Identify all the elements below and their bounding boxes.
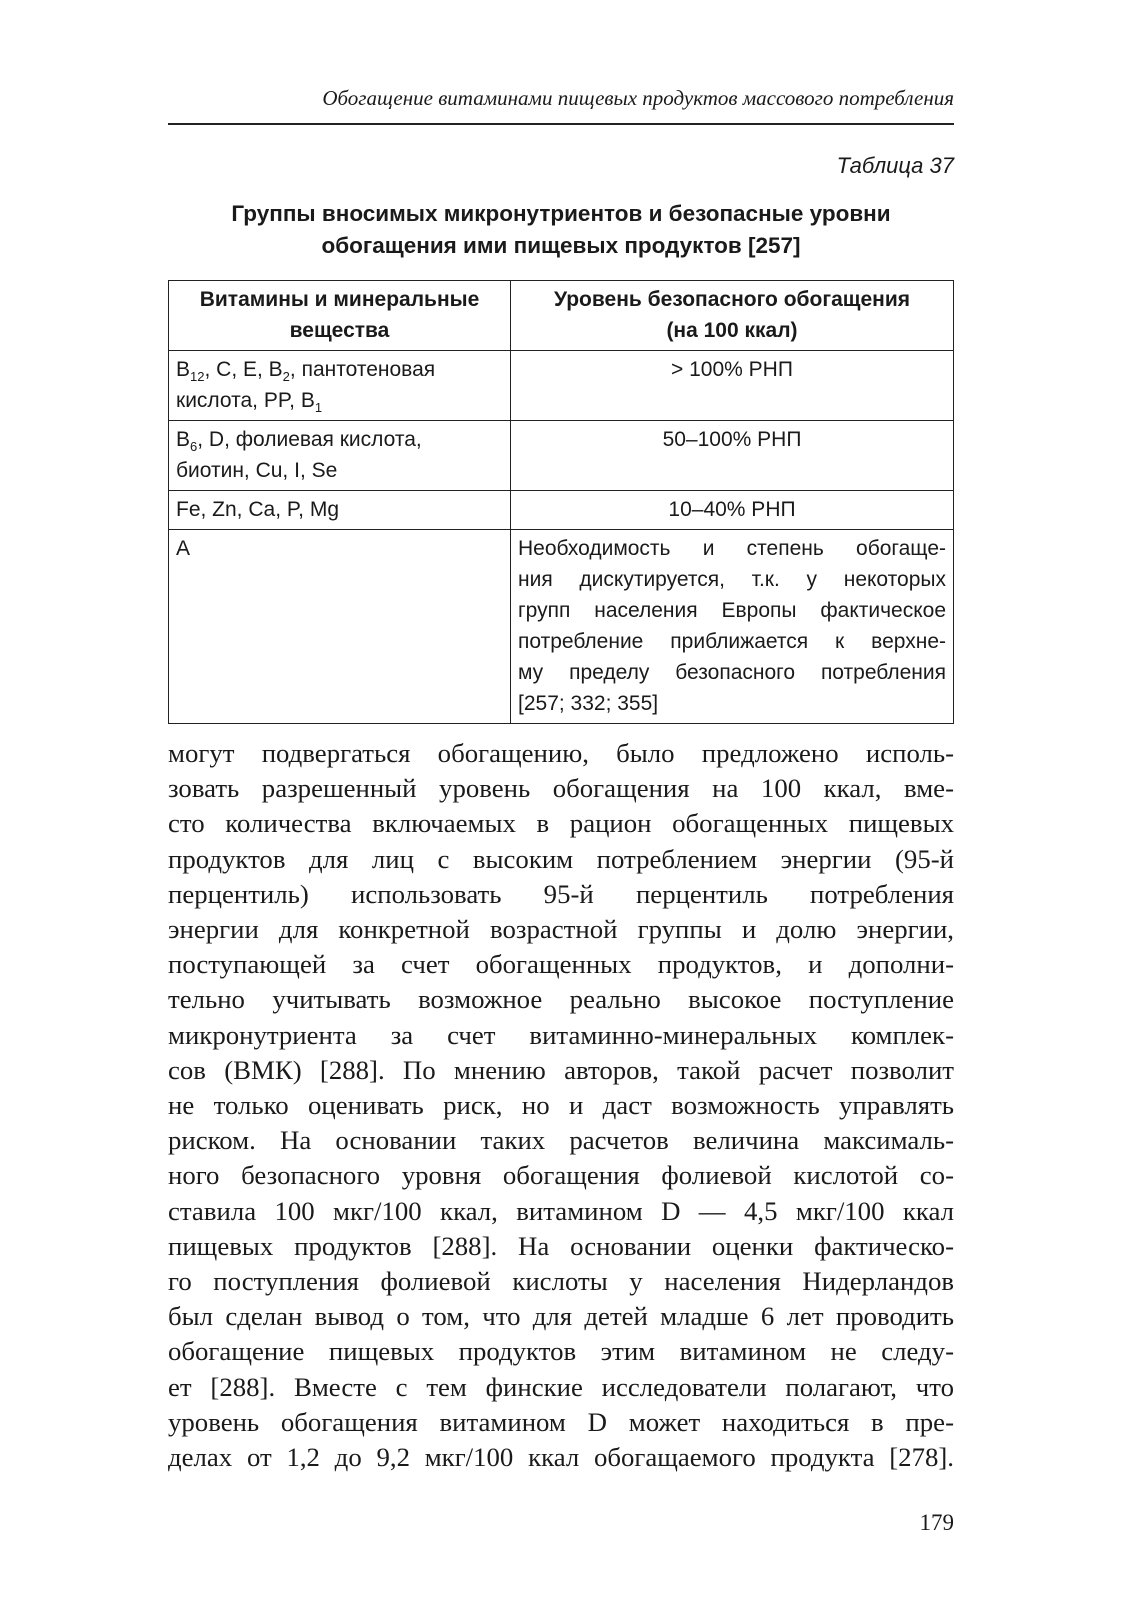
nutrients-cell: Fe, Zn, Ca, P, Mg xyxy=(169,491,511,530)
table-row xyxy=(169,530,954,724)
paragraph-line: ного безопасного уровня обогащения фолиевой кислотой со- xyxy=(168,1160,954,1191)
table-title-line: Группы вносимых микронутриентов и безопасные уровни xyxy=(231,201,891,226)
paragraph-line: был сделан вывод о том, что для детей младше 6 лет проводить xyxy=(168,1301,954,1332)
table-header-row xyxy=(169,281,954,351)
paragraph-line: уровень обогащения витамином D может находиться в пре- xyxy=(168,1406,954,1437)
paragraph-line: обогащение пищевых продуктов этим витамином не следу- xyxy=(168,1336,954,1367)
paragraph-line: сов (ВМК) [288]. По мнению авторов, такой расчет позволит xyxy=(168,1054,954,1085)
paragraph-line: ставила 100 мкг/100 ккал, витамином D — 4,5 мкг/100 ккал xyxy=(168,1195,954,1226)
nutrients-cell: A xyxy=(169,530,511,724)
nutrients-cell: $B_6$, D, фолиевая кислота, биотин, Cu, I, Se xyxy=(169,421,511,491)
page-number: 179 xyxy=(919,1510,954,1535)
paragraph-line: сто количества включаемых в рацион обогащенных пищевых xyxy=(168,808,954,839)
paragraph-line: продуктов для лиц с высоким потреблением энергии (95-й xyxy=(168,843,954,874)
micronutrient-table xyxy=(168,280,954,724)
paragraph-line: го поступления фолиевой кислоты у населения Нидерландов xyxy=(168,1266,954,1297)
paragraph-line: ет [288]. Вместе с тем финские исследователи полагают, что xyxy=(168,1371,954,1402)
level-cell: 10–40% РНП xyxy=(511,491,954,530)
paragraph-line: пищевых продуктов [288]. На основании оценки фактическо- xyxy=(168,1230,954,1261)
nutrients-cell: $B_{12}$, C, E, $B_2$, пантотеновая кислота, PP, $B_1$ xyxy=(169,351,511,421)
paragraph-line: риском. На основании таких расчетов величина максималь- xyxy=(168,1125,954,1156)
table-row xyxy=(169,421,954,491)
paragraph-line: делах от 1,2 до 9,2 мкг/100 ккал обогащаемого продукта [278]. xyxy=(168,1442,954,1473)
paragraph-line: поступающей за счет обогащенных продуктов, и дополни- xyxy=(168,949,954,980)
table-label: Таблица 37 xyxy=(836,153,954,178)
table-title-line: обогащения ими пищевых продуктов [257] xyxy=(321,233,801,258)
paragraph-line: перцентиль) использовать 95-й перцентиль потребления xyxy=(168,878,954,909)
paragraph-line: микронутриента за счет витаминно-минеральных комплек- xyxy=(168,1019,954,1050)
paragraph-line: не только оценивать риск, но и даст возможность управлять xyxy=(168,1090,954,1121)
table-row xyxy=(169,491,954,530)
level-cell: Необходимость и степень обогаще- ния дискутируется, т.к. у некоторых групп населения Европы фактическое потребление приближается к верхне- му пределу безопасного потребления [257; 332; 355] xyxy=(511,530,954,724)
paragraph-line: энергии для конкретной возрастной группы и долю энергии, xyxy=(168,914,954,945)
body-paragraph xyxy=(168,736,954,1475)
table-row xyxy=(169,351,954,421)
column-header-level: Уровень безопасного обогащения (на 100 ккал) xyxy=(511,281,954,351)
table-title xyxy=(168,198,954,262)
paragraph-line: зовать разрешенный уровень обогащения на 100 ккал, вме- xyxy=(168,773,954,804)
paragraph-line: тельно учитывать возможное реально высокое поступление xyxy=(168,984,954,1015)
column-header-nutrients: Витамины и минеральные вещества xyxy=(169,281,511,351)
header-rule xyxy=(168,123,954,125)
paragraph-line: могут подвергаться обогащению, было предложено исполь- xyxy=(168,738,954,768)
running-header: Обогащение витаминами пищевых продуктов массового потребления xyxy=(322,86,954,110)
level-cell: > 100% РНП xyxy=(511,351,954,421)
level-cell: 50–100% РНП xyxy=(511,421,954,491)
